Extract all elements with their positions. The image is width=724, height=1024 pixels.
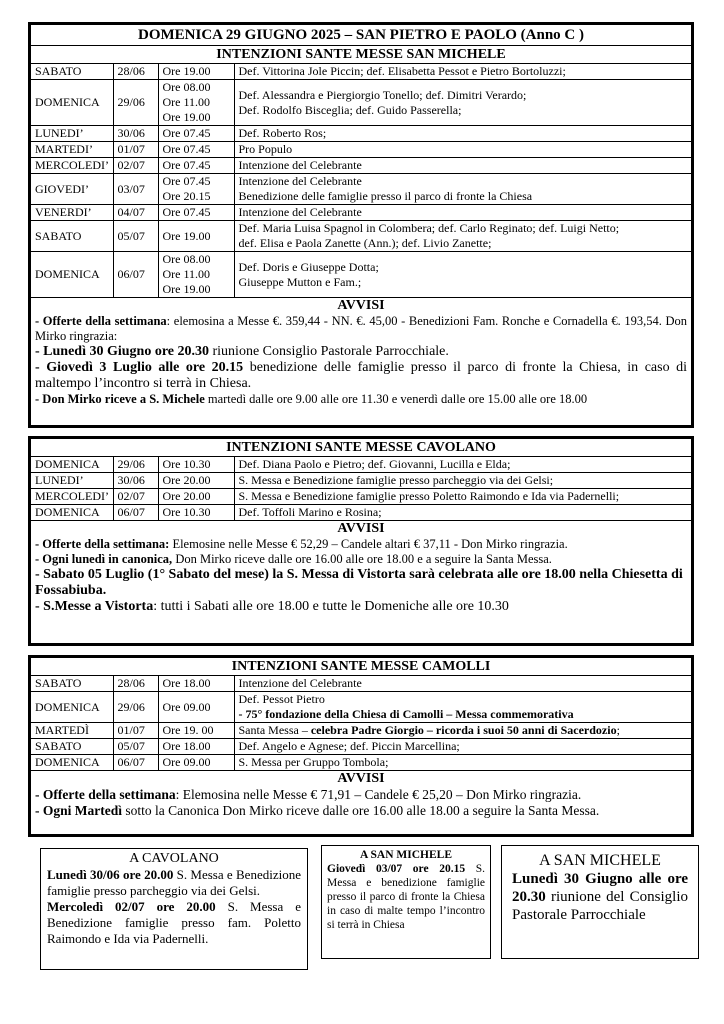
intention-text (239, 739, 688, 754)
time-cell (158, 126, 234, 142)
notice-sm-large-title: A SAN MICHELE (539, 852, 661, 869)
camolli-section (28, 655, 694, 837)
schedule-row (31, 723, 691, 739)
avviso-benedizione-text: benedizione delle famiglie presso il parco di fronte la Chiesa, in caso di maltempo l’incontro si terrà in Chiesa. (35, 360, 688, 391)
intention-cell (234, 252, 691, 298)
day-cell: GIOVEDI’ (31, 174, 113, 205)
day-cell: SABATO (31, 64, 113, 80)
intention-text (239, 723, 688, 738)
schedule-row (31, 126, 691, 142)
camolli-title: INTENZIONI SANTE MESSE CAMOLLI (31, 658, 691, 676)
notice-cavolano-p2-text: S. Messa e Benedizione famiglie presso fam. Poletto Raimondo e Ida via Padernelli. (47, 899, 301, 946)
cav-avviso-offerte (35, 537, 687, 552)
cam-avviso-offerte-text: : Elemosina nelle Messe € 71,91 – Candele € 25,20 – Don Mirko ringrazia. (175, 787, 582, 802)
cav-avviso-vistorta-label: - S.Messe a Vistorta (35, 599, 154, 614)
san-michele-section (28, 22, 694, 428)
date-cell: 01/07 (113, 723, 158, 739)
schedule-row (31, 473, 691, 489)
time-value: Ore 09.00 (162, 699, 211, 714)
time-cell (158, 505, 234, 521)
intention-cell (234, 505, 691, 521)
date-cell: 02/07 (113, 489, 158, 505)
intention-cell (234, 676, 691, 692)
time-cell (158, 473, 234, 489)
san-michele-title: INTENZIONI SANTE MESSE SAN MICHELE (31, 46, 691, 64)
intention-text (239, 142, 688, 157)
time-value: Ore 10.30 (162, 505, 211, 519)
cavolano-avvisi-title: AVVISI (31, 520, 691, 537)
camolli-avvisi-title: AVVISI (31, 770, 691, 787)
cav-avviso-canonica-text: Don Mirko riceve dalle ore 16.00 alle ore 18.00 e a seguire la Santa Messa. (172, 552, 552, 566)
intention-suffix: ; (616, 723, 620, 737)
day-cell: SABATO (31, 676, 113, 692)
time-value: Ore 09.00 (162, 755, 211, 769)
date-cell: 06/07 (113, 505, 158, 521)
intention-cell (234, 739, 691, 755)
day-cell: MERCOLEDI’ (31, 158, 113, 174)
intention-cell (234, 205, 691, 221)
time-cell (158, 692, 234, 723)
cam-avviso-martedi-label: - Ogni Martedì (35, 803, 122, 818)
cam-avviso-martedi (35, 803, 687, 819)
date-cell: 28/06 (113, 64, 158, 80)
avviso-consiglio-text: riunione Consiglio Pastorale Parrocchiale. (209, 344, 449, 359)
date-cell: 29/06 (113, 457, 158, 473)
avviso-offerte-text: : elemosina a Messe €. 359,44 - NN. €. 45,00 - Benedizioni Fam. Ronche e Cornadella €. 193,54. Don Mirko ringrazia: (35, 314, 687, 343)
avviso-benedizione-label: - Giovedì 3 Luglio alle ore 20.15 (35, 360, 244, 375)
date-cell: 29/06 (113, 80, 158, 126)
intention-cell (234, 723, 691, 739)
schedule-row (31, 739, 691, 755)
intention-cell (234, 692, 691, 723)
intention-text (239, 205, 688, 220)
intention-text (239, 489, 688, 504)
intention-cell (234, 174, 691, 205)
day-cell: MARTEDÌ (31, 723, 113, 739)
day-cell: MARTEDI’ (31, 142, 113, 158)
day-cell: DOMENICA (31, 457, 113, 473)
notice-cavolano-title: A CAVOLANO (129, 851, 219, 866)
schedule-row (31, 142, 691, 158)
time-value: Ore 19.00 (162, 282, 211, 296)
cavolano-schedule (31, 457, 691, 520)
time-cell (158, 489, 234, 505)
intention-cell (234, 457, 691, 473)
time-value: Ore 11.00 (162, 95, 211, 109)
schedule-row (31, 676, 691, 692)
intention-cell (234, 473, 691, 489)
intention-value: Def. Diana Paolo e Pietro; def. Giovanni, Lucilla e Elda; (238, 457, 511, 471)
intention-cell (234, 158, 691, 174)
intention-value: S. Messa per Gruppo Tombola; (238, 755, 389, 769)
day-cell: SABATO (31, 221, 113, 252)
intention-value: Santa Messa – (238, 723, 311, 737)
time-value: Ore 19.00 (162, 228, 211, 243)
time-cell (158, 205, 234, 221)
intention-cell (234, 489, 691, 505)
intention-value: Pro Populo (238, 142, 293, 156)
cav-avviso-vistorta-text: : tutti i Sabati alle ore 18.00 e tutte le Domeniche alle ore 10.30 (153, 599, 509, 614)
notice-sm-small-label: Giovedì 03/07 ore 20.15 (327, 863, 466, 875)
intention-value: Intenzione del Celebrante (238, 158, 362, 172)
intention-value: Def. Rodolfo Bisceglia; def. Guido Passerella; (238, 102, 462, 117)
intention-cell (234, 221, 691, 252)
time-cell (158, 64, 234, 80)
san-michele-avvisi-title: AVVISI (31, 297, 691, 314)
intention-text (239, 260, 688, 275)
intention-text (239, 275, 688, 290)
date-cell: 05/07 (113, 739, 158, 755)
time-cell (158, 755, 234, 771)
intention-text (239, 505, 688, 520)
schedule-row (31, 457, 691, 473)
notice-sm-small-title: A SAN MICHELE (359, 849, 453, 861)
date-cell: 05/07 (113, 221, 158, 252)
day-cell: DOMENICA (31, 755, 113, 771)
time-value: Ore 08.00 (162, 252, 211, 266)
intention-text (239, 221, 688, 236)
cav-avviso-vistorta (35, 599, 687, 615)
time-value: Ore 11.00 (162, 267, 211, 281)
notice-sm-large-body: riunione del Consiglio Pastorale Parrocchiale (512, 889, 688, 923)
date-cell: 30/06 (113, 473, 158, 489)
time-value: Ore 18.00 (162, 739, 211, 753)
san-michele-avvisi (31, 314, 691, 411)
camolli-schedule (31, 676, 691, 770)
time-value: Ore 08.00 (162, 80, 211, 94)
time-value: Ore 20.00 (162, 473, 211, 487)
notice-san-michele-small (321, 845, 491, 959)
date-cell: 02/07 (113, 158, 158, 174)
notice-sm-large-text (512, 870, 688, 924)
schedule-row (31, 64, 691, 80)
cav-avviso-offerte-text: Elemosine nelle Messe € 52,29 – Candele altari € 37,11 - Don Mirko ringrazia. (169, 537, 568, 551)
date-cell: 01/07 (113, 142, 158, 158)
intention-cell (234, 755, 691, 771)
schedule-row (31, 174, 691, 205)
intention-value: Def. Doris e Giuseppe Dotta; (238, 259, 379, 274)
notice-cavolano-p1 (47, 867, 301, 899)
date-cell: 06/07 (113, 755, 158, 771)
intention-text (239, 64, 688, 79)
intention-value: Def. Vittorina Jole Piccin; def. Elisabetta Pessot e Pietro Bortoluzzi; (238, 64, 566, 78)
avviso-ricevimento-label: - Don Mirko riceve a S. Michele (35, 392, 205, 406)
cavolano-section (28, 436, 694, 646)
intention-text (239, 676, 688, 691)
intention-cell (234, 126, 691, 142)
intention-value: Def. Pessot Pietro (238, 692, 325, 706)
intention-text (239, 692, 688, 707)
notice-cavolano-p1-text: S. Messa e Benedizione famiglie presso parcheggio via dei Gelsi. (47, 867, 301, 898)
time-cell (158, 174, 234, 205)
intention-cell (234, 64, 691, 80)
schedule-row (31, 205, 691, 221)
day-cell: SABATO (31, 739, 113, 755)
time-cell (158, 723, 234, 739)
cavolano-title: INTENZIONI SANTE MESSE CAVOLANO (31, 439, 691, 457)
cam-avviso-offerte-label: - Offerte della settimana (35, 787, 176, 802)
date-cell: 06/07 (113, 252, 158, 298)
time-cell (158, 252, 234, 298)
intention-value: Def. Roberto Ros; (238, 126, 327, 140)
time-value: Ore 19.00 (162, 110, 211, 124)
avviso-consiglio (35, 344, 687, 360)
intention-value: Intenzione del Celebrante (238, 174, 362, 188)
avviso-ricevimento (35, 392, 687, 407)
time-cell (158, 457, 234, 473)
page-title: DOMENICA 29 GIUGNO 2025 – SAN PIETRO E PAOLO (Anno C ) (31, 25, 691, 46)
intention-text (239, 473, 688, 488)
time-value: Ore 07.45 (162, 142, 211, 156)
intention-text (239, 457, 688, 472)
schedule-row (31, 221, 691, 252)
schedule-row (31, 252, 691, 298)
schedule-row (31, 158, 691, 174)
intention-bold-line: - 75° fondazione della Chiesa di Camolli – Messa commemorativa (238, 707, 574, 721)
notice-san-michele-large (501, 845, 699, 959)
intention-text (239, 236, 688, 251)
time-value: Ore 07.45 (162, 126, 211, 140)
schedule-row (31, 505, 691, 521)
cam-avviso-offerte (35, 787, 687, 803)
cav-avviso-canonica-label: - Ogni lunedì in canonica, (35, 552, 173, 566)
camolli-avvisi (31, 787, 691, 823)
intention-text (239, 189, 688, 204)
time-value: Ore 10.30 (162, 457, 211, 471)
cav-avviso-vistorta-sabato (35, 567, 687, 599)
time-cell (158, 80, 234, 126)
time-value: Ore 07.45 (162, 174, 211, 188)
intention-value: S. Messa e Benedizione famiglie presso Poletto Raimondo e Ida via Padernelli; (238, 489, 620, 503)
date-cell: 28/06 (113, 676, 158, 692)
intention-value: def. Elisa e Paola Zanette (Ann.); def. Livio Zanette; (238, 236, 492, 250)
day-cell: LUNEDI’ (31, 126, 113, 142)
time-value: Ore 07.45 (162, 205, 211, 219)
time-value: Ore 18.00 (162, 676, 211, 690)
day-cell: VENERDI’ (31, 205, 113, 221)
time-value: Ore 07.45 (162, 158, 211, 172)
notice-sm-small-text (327, 862, 485, 932)
intention-value: Giuseppe Mutton e Fam.; (238, 274, 362, 289)
time-cell (158, 142, 234, 158)
intention-value: Benedizione delle famiglie presso il parco di fronte la Chiesa (238, 189, 533, 203)
cam-avviso-martedi-text: sotto la Canonica Don Mirko riceve dalle ore 16.00 alle 18.00 a seguire la Santa Messa. (122, 803, 600, 818)
date-cell: 03/07 (113, 174, 158, 205)
day-cell: DOMENICA (31, 692, 113, 723)
intention-value: S. Messa e Benedizione famiglie presso parcheggio via dei Gelsi; (238, 473, 554, 487)
day-cell: DOMENICA (31, 252, 113, 298)
intention-text (239, 126, 688, 141)
avviso-benedizione (35, 360, 687, 392)
cav-avviso-vistorta-sabato-text: - Sabato 05 Luglio (1° Sabato del mese) la S. Messa di Vistorta sarà celebrata alle ore 18.00 nella Chiesetta di Fossabiuba. (35, 567, 683, 598)
cavolano-avvisi (31, 537, 691, 619)
date-cell: 30/06 (113, 126, 158, 142)
day-cell: LUNEDI’ (31, 473, 113, 489)
time-value: Ore 19.00 (162, 64, 211, 78)
time-cell (158, 676, 234, 692)
time-cell (158, 221, 234, 252)
time-cell (158, 739, 234, 755)
avviso-offerte-label: - Offerte della settimana (35, 314, 167, 328)
date-cell: 04/07 (113, 205, 158, 221)
time-value: Ore 20.15 (162, 189, 211, 203)
date-cell: 29/06 (113, 692, 158, 723)
intention-bold: celebra Padre Giorgio – ricorda i suoi 50 anni di Sacerdozio (310, 723, 617, 737)
intention-value: Def. Angelo e Agnese; def. Piccin Marcellina; (238, 739, 460, 753)
avviso-ricevimento-text: martedì dalle ore 9.00 alle ore 11.30 e venerdì dalle ore 15.00 alle ore 18.00 (204, 392, 588, 406)
schedule-row (31, 755, 691, 771)
intention-text (239, 755, 688, 770)
notice-sm-large-label: Lunedì 30 Giugno alle ore 20.30 (512, 871, 688, 905)
intention-value: Def. Maria Luisa Spagnol in Colombera; def. Carlo Reginato; def. Luigi Netto; (238, 221, 620, 235)
notice-sm-small-body: S. Messa e benedizione famiglie presso il parco di fronte la Chiesa in caso di malte tempo l’incontro si terrà in Chiesa (327, 863, 485, 931)
time-value: Ore 19. 00 (162, 723, 214, 737)
intention-text (239, 88, 688, 103)
notice-cavolano (40, 848, 308, 970)
day-cell: DOMENICA (31, 505, 113, 521)
intention-text (239, 103, 688, 118)
cav-avviso-canonica (35, 552, 687, 567)
intention-cell (234, 80, 691, 126)
intention-text (239, 174, 688, 189)
intention-value: Intenzione del Celebrante (238, 205, 362, 219)
intention-text (239, 158, 688, 173)
time-cell (158, 158, 234, 174)
notice-cavolano-p1-label: Lunedì 30/06 ore 20.00 (47, 867, 174, 882)
schedule-row (31, 489, 691, 505)
time-value: Ore 20.00 (162, 489, 211, 503)
avviso-consiglio-label: - Lunedì 30 Giugno ore 20.30 (35, 344, 209, 359)
schedule-row (31, 80, 691, 126)
schedule-row (31, 692, 691, 723)
day-cell: DOMENICA (31, 80, 113, 126)
notice-cavolano-p2-label: Mercoledì 02/07 ore 20.00 (47, 899, 216, 914)
intention-cell (234, 142, 691, 158)
notice-cavolano-p2 (47, 899, 301, 947)
intention-value: Def. Toffoli Marino e Rosina; (238, 505, 382, 519)
cav-avviso-offerte-label: - Offerte della settimana: (35, 537, 170, 551)
intention-value: Intenzione del Celebrante (238, 676, 362, 690)
intention-value: Def. Alessandra e Piergiorgio Tonello; def. Dimitri Verardo; (238, 87, 527, 102)
day-cell: MERCOLEDI’ (31, 489, 113, 505)
san-michele-schedule (31, 64, 691, 297)
avviso-offerte (35, 314, 687, 344)
